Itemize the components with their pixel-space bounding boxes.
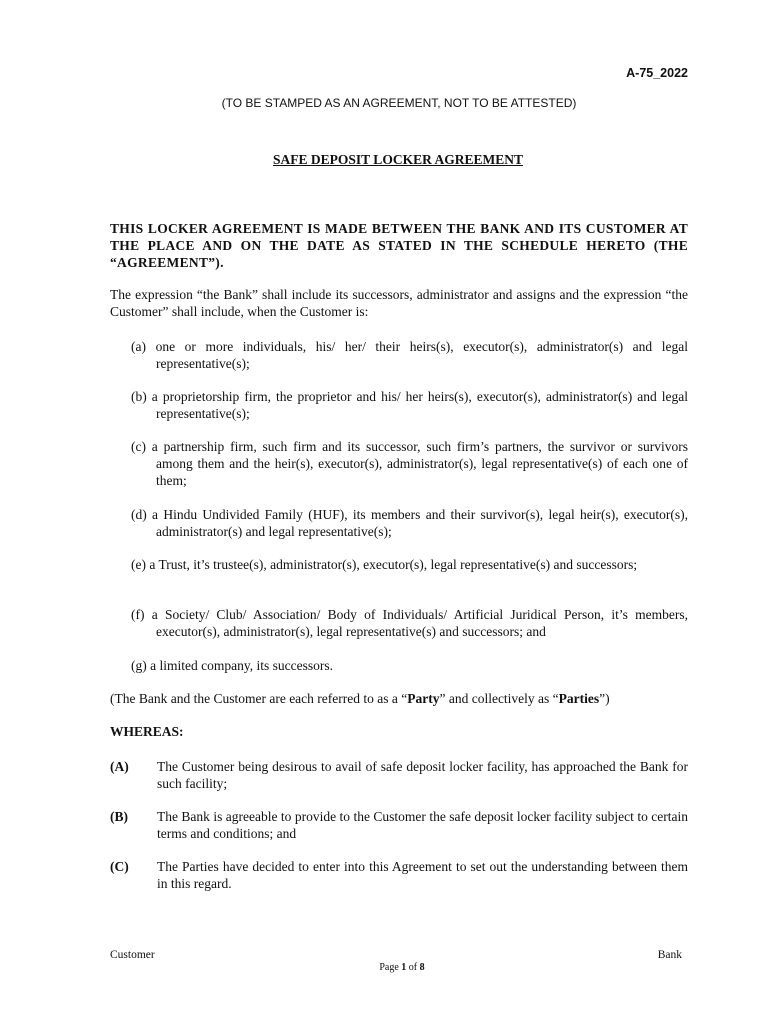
stamp-note: (TO BE STAMPED AS AN AGREEMENT, NOT TO BE ATTESTED) [221, 96, 577, 110]
bank-signature-label: Bank [657, 949, 682, 961]
customer-signature-label: Customer [110, 949, 155, 961]
list-item-c: (c) a partnership firm, such firm and its successor, such firm’s partners, the survivor or survivors among them and the heir(s), executor(s), administrator(s), legal representative(s) of each one of them; [131, 439, 688, 488]
page-prefix: Page [379, 962, 402, 973]
list-item-b: (b) a proprietorship firm, the proprietor and his/ her heirs(s), executor(s), administrator(s) and legal representative(s); [131, 389, 688, 421]
page-title [0, 152, 770, 168]
reference-code: A-75_2022 [626, 66, 688, 80]
recital-c [110, 858, 688, 892]
recital-text: The Bank is agreeable to provide to the Customer the safe deposit locker facility subject to certain terms and conditions; and [157, 809, 688, 841]
page-of: of [406, 962, 420, 973]
parties-term: Parties [558, 691, 600, 706]
whereas-heading: WHEREAS: [110, 724, 184, 739]
recital-a [110, 758, 688, 792]
definitions-paragraph [110, 690, 688, 707]
list-item-d: (d) a Hindu Undivided Family (HUF), its members and their survivor(s), legal heir(s), executor(s), administrator(s) and legal representative(s); [131, 507, 688, 539]
recital-label: (C) [110, 859, 129, 874]
definitions-middle: ” and collectively as “ [439, 691, 559, 706]
list-item-f: (f) a Society/ Club/ Association/ Body of Individuals/ Artificial Juridical Person, it’s members, executor(s), administrator(s), legal representative(s) and successors; and [131, 607, 688, 639]
recital-text: The Customer being desirous to avail of safe deposit locker facility, has approached the Bank for such facility; [157, 759, 688, 791]
page-number [0, 962, 770, 973]
page-current: 1 [401, 962, 407, 973]
recital-label: (A) [110, 759, 129, 774]
page-total: 8 [419, 962, 425, 973]
list-item-e: (e) a Trust, it’s trustee(s), administrator(s), executor(s), legal representative(s) and successors; [131, 557, 638, 572]
party-term: Party [407, 691, 440, 706]
definitions-prefix: (The Bank and the Customer are each referred to as a “ [110, 691, 408, 706]
recital-b [110, 808, 688, 842]
definitions-suffix: ”) [599, 691, 610, 706]
recital-label: (B) [110, 809, 128, 824]
intro-paragraph: THIS LOCKER AGREEMENT IS MADE BETWEEN THE BANK AND ITS CUSTOMER AT THE PLACE AND ON THE DATE AS STATED IN THE SCHEDULE HERETO (THE “AGREEMENT”). [110, 221, 688, 270]
title-text: SAFE DEPOSIT LOCKER AGREEMENT [273, 152, 523, 167]
list-item-g: (g) a limited company, its successors. [131, 658, 333, 673]
recital-text: The Parties have decided to enter into this Agreement to set out the understanding between them in this regard. [157, 859, 688, 891]
list-item-a: (a) one or more individuals, his/ her/ their heirs(s), executor(s), administrator(s) and legal representative(s); [131, 339, 688, 371]
expression-paragraph: The expression “the Bank” shall include its successors, administrator and assigns and the expression “the Customer” shall include, when the Customer is: [110, 287, 688, 319]
